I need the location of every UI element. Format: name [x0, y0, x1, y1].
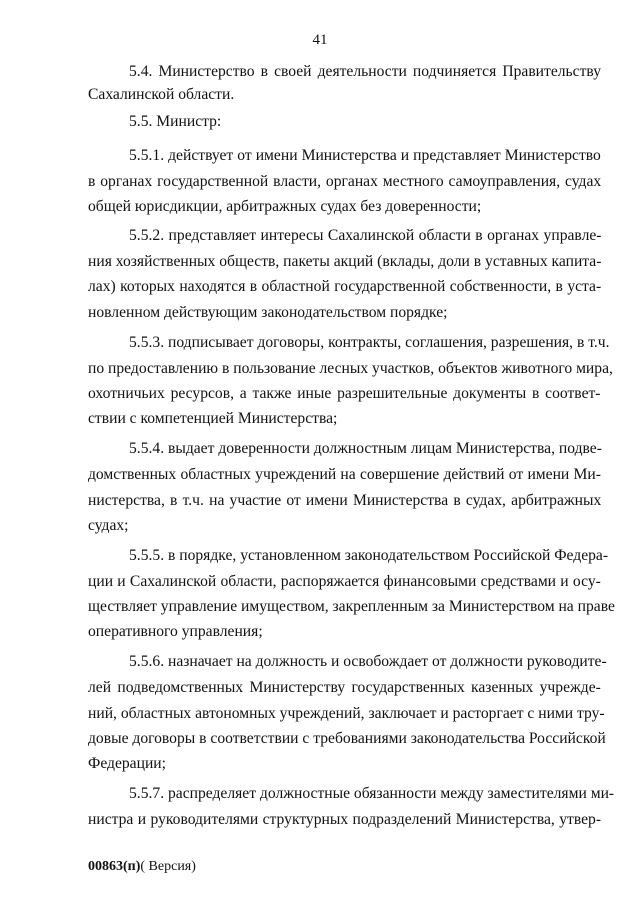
text-line: новленном действующим законодательством порядке; — [88, 304, 448, 321]
text-line: нистра и руководителями структурных подразделений Министерства, утвер- — [88, 811, 602, 828]
text-line: лах) которых находятся в областной государственной собственности, в уста- — [88, 278, 602, 295]
text-line: ции и Сахалинской области, распоряжается финансовыми средствами и осу- — [88, 573, 601, 590]
text-line: 5.5. Министр: — [129, 113, 222, 130]
text-line: домственных областных учреждений на совершение действий от имени Ми- — [88, 466, 601, 483]
version-label: ( Версия) — [140, 859, 196, 874]
text-line: Сахалинской области. — [88, 86, 235, 103]
text-line: ствии с компетенцией Министерства; — [88, 410, 338, 427]
text-line: 5.5.2. представляет интересы Сахалинской области в органах управле- — [129, 227, 602, 244]
text-line: 5.5.1. действует от имени Министерства и представляет Министерство — [129, 147, 601, 164]
text-line: 5.5.7. распределяет должностные обязанности между заместителями ми- — [129, 785, 615, 802]
text-line: 5.4. Министерство в своей деятельности подчиняется Правительству — [129, 63, 602, 80]
text-line: довые договоры в соответствии с требованиями законодательства Российской — [88, 730, 606, 747]
text-line: оперативного управления; — [88, 623, 263, 640]
text-line: 5.5.5. в порядке, установленном законодательством Российской Федера- — [129, 547, 609, 564]
text-line: лей подведомственных Министерству государственных казенных учрежде- — [88, 679, 601, 696]
text-line: 5.5.6. назначает на должность и освобождает от должности руководите- — [129, 653, 607, 670]
text-line: ществляет управление имуществом, закрепленным за Министерством на праве — [88, 598, 615, 615]
text-line: 5.5.4. выдает доверенности должностным лицам Министерства, подве- — [129, 440, 602, 457]
document-code: 00863(п) — [88, 859, 141, 874]
text-line: ния хозяйственных обществ, пакеты акций (вклады, доли в уставных капита- — [88, 253, 602, 270]
text-line: Федерации; — [88, 755, 166, 772]
text-line: охотничьих ресурсов, а также иные разрешительные документы в соответ- — [88, 385, 601, 402]
page-number: 41 — [312, 32, 328, 48]
text-line: общей юрисдикции, арбитражных судах без доверенности; — [88, 198, 482, 215]
text-line: нистерства, в т.ч. на участие от имени Министерства в судах, арбитражных — [88, 492, 602, 509]
document-footer — [88, 859, 196, 875]
text-line: ний, областных автономных учреждений, заключает и расторгает с ними тру- — [88, 705, 605, 722]
text-line: в органах государственной власти, органах местного самоуправления, судах — [88, 173, 602, 190]
text-line: 5.5.3. подписывает договоры, контракты, соглашения, разрешения, в т.ч. — [129, 334, 610, 351]
text-line: судах; — [88, 517, 129, 534]
text-line: по предоставлению в пользование лесных участков, объектов животного мира, — [88, 360, 613, 377]
